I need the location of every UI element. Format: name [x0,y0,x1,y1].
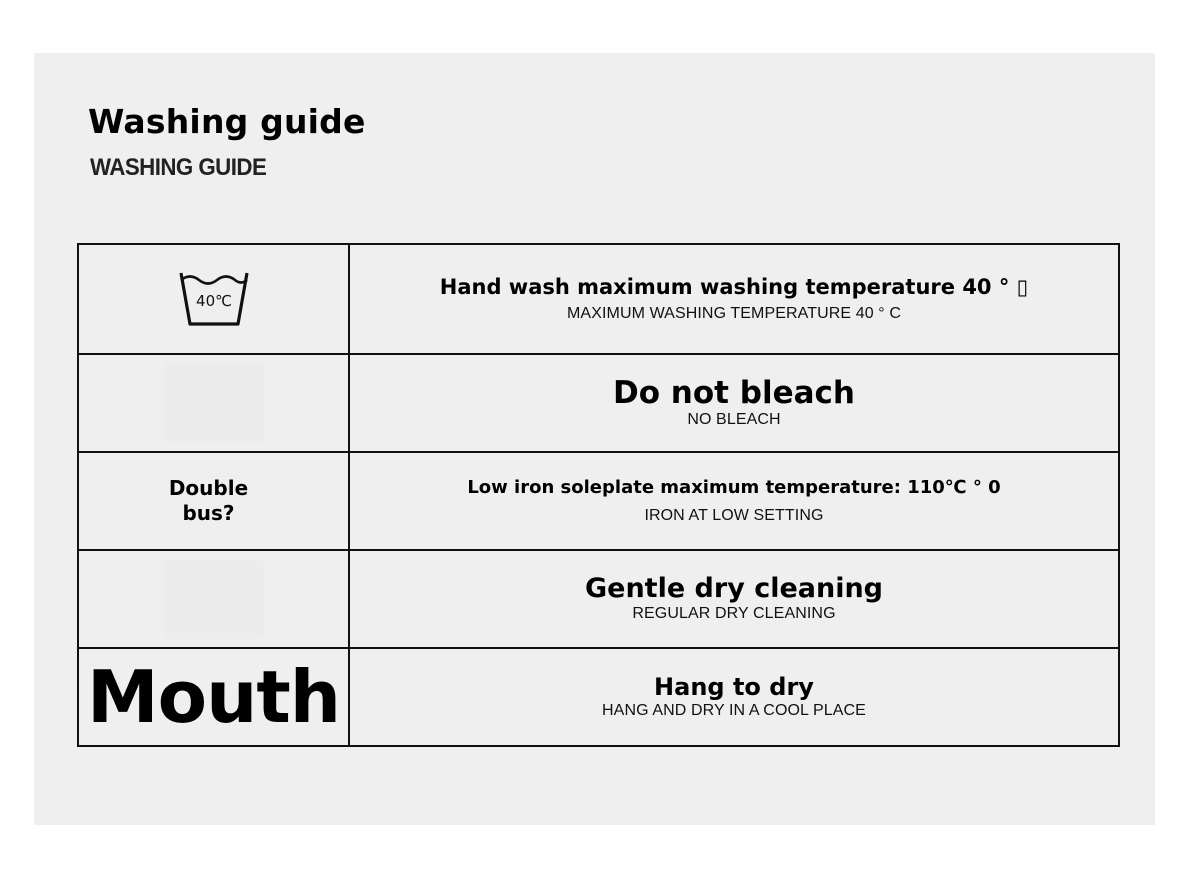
care-instruction: Gentle dry cleaning [584,573,884,604]
no-bleach-icon [164,363,264,443]
hang-dry-symbol-label: Mouth [86,655,341,739]
iron-symbol-label-line1: Double [168,476,249,500]
care-instruction: Do not bleach [612,375,855,411]
care-instruction: Hand wash maximum washing temperature 40 ° ▯ [439,275,1029,299]
iron-symbol-label-line2: bus? [182,501,235,525]
hand-wash-40c-icon [178,268,250,330]
symbol-cell [78,648,349,746]
care-instruction: Hang to dry [654,673,814,701]
care-instruction-english: IRON AT LOW SETTING [644,507,824,524]
washing-guide-table [77,243,1120,747]
iron-symbol-label [69,476,348,526]
care-instruction-english: NO BLEACH [687,411,781,428]
table-row [78,648,1119,746]
description-cell [349,648,1119,746]
symbol-cell [78,550,349,648]
description-cell [349,452,1119,550]
care-instruction-english: HANG AND DRY IN A COOL PLACE [602,702,866,719]
care-instruction-english: REGULAR DRY CLEANING [632,605,836,622]
table-row [78,244,1119,354]
description-cell [349,244,1119,354]
care-instruction: Low iron soleplate maximum temperature: 110℃ ° 0 [467,477,1001,498]
description-cell [349,354,1119,452]
symbol-cell [78,244,349,354]
dry-clean-icon [164,559,264,639]
care-instruction-english: MAXIMUM WASHING TEMPERATURE 40 ° C [567,305,901,322]
table-row [78,354,1119,452]
symbol-cell [78,354,349,452]
table-row [78,452,1119,550]
page-subtitle: WASHING GUIDE [90,154,267,181]
wash-temperature-label: 40℃ [195,292,232,310]
symbol-cell [78,452,349,550]
table-row [78,550,1119,648]
description-cell [349,550,1119,648]
page-title: Washing guide [88,102,366,141]
